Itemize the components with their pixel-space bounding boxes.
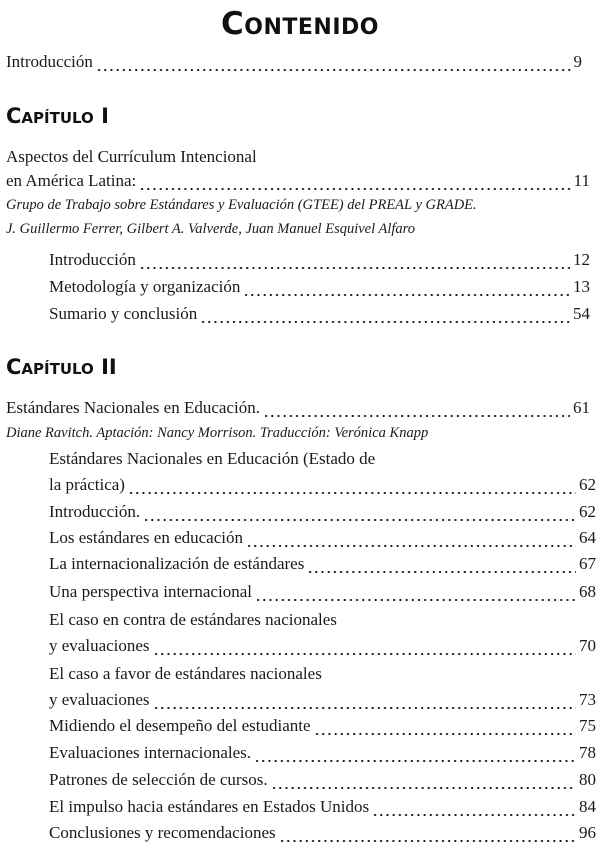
- toc-entry-label: Los estándares en educación: [49, 528, 243, 547]
- toc-entry-label: Estándares Nacionales en Educación.: [6, 398, 260, 417]
- dot-leader: [139, 169, 570, 193]
- page-title: Contenido: [221, 6, 379, 42]
- toc-entry-ch2-item-10: [49, 768, 596, 792]
- toc-entry-page: 13: [573, 277, 590, 296]
- toc-entry-ch2-item-7: [49, 688, 596, 712]
- toc-entry-chapter-2: [6, 396, 590, 420]
- toc-entry-ch2-item-9: [49, 741, 596, 765]
- toc-entry-intro: [6, 50, 582, 74]
- toc-entry-label: Introducción.: [49, 502, 141, 521]
- chapter-2-heading: Capítulo II: [6, 355, 117, 379]
- dot-leader: [139, 248, 570, 272]
- chapter-1-author-line1: Grupo de Trabajo sobre Estándares y Evaluación (GTEE) del PREAL y GRADE.: [6, 197, 477, 213]
- toc-entry-page: 68: [579, 582, 596, 601]
- toc-entry-label: en América Latina:: [6, 171, 137, 190]
- toc-entry-chapter-1: [6, 169, 590, 193]
- toc-entry-page: 62: [579, 475, 596, 494]
- toc-entry-label: y evaluaciones: [49, 690, 150, 709]
- dot-leader: [372, 795, 576, 819]
- toc-entry-ch2-item-6-line1: El caso en contra de estándares nacionales: [49, 610, 337, 629]
- toc-entry-page: 54: [573, 304, 590, 323]
- dot-leader: [153, 634, 576, 658]
- toc-entry-page: 96: [579, 823, 596, 842]
- dot-leader: [200, 302, 570, 326]
- toc-entry-ch2-item-12: [49, 821, 596, 845]
- dot-leader: [314, 714, 576, 738]
- dot-leader: [96, 50, 571, 74]
- dot-leader: [307, 552, 576, 576]
- toc-entry-label: Sumario y conclusión: [49, 304, 198, 323]
- toc-entry-page: 78: [579, 743, 596, 762]
- chapter-1-title-line1: Aspectos del Currículum Intencional: [6, 147, 257, 166]
- toc-entry-label: El impulso hacia estándares en Estados Unidos: [49, 797, 370, 816]
- toc-entry-ch2-item-2: [49, 500, 596, 524]
- toc-entry-ch2-item-5: [49, 580, 596, 604]
- toc-entry-label: Midiendo el desempeño del estudiante: [49, 716, 311, 735]
- toc-entry-page: 11: [573, 171, 590, 190]
- dot-leader: [153, 688, 576, 712]
- toc-entry-page: 62: [579, 502, 596, 521]
- chapter-1-author-line2: J. Guillermo Ferrer, Gilbert A. Valverde, Juan Manuel Esquivel Alfaro: [6, 221, 416, 237]
- toc-entry-page: 61: [573, 398, 590, 417]
- dot-leader: [128, 473, 576, 497]
- dot-leader: [279, 821, 576, 845]
- chapter-1-heading: Capítulo I: [6, 104, 109, 128]
- toc-entry-label: y evaluaciones: [49, 636, 150, 655]
- toc-entry-label: Introducción: [49, 250, 136, 269]
- toc-entry-page: 70: [579, 636, 596, 655]
- toc-entry-ch2-item-3: [49, 526, 596, 550]
- toc-entry-label: Metodología y organización: [49, 277, 241, 296]
- dot-leader: [263, 396, 570, 420]
- toc-entry-ch1-item-2: [49, 275, 590, 299]
- toc-entry-label: Introducción: [6, 52, 93, 71]
- toc-entry-ch2-item-6: [49, 634, 596, 658]
- toc-entry-page: 84: [579, 797, 596, 816]
- dot-leader: [271, 768, 576, 792]
- dot-leader: [255, 580, 576, 604]
- toc-entry-ch1-item-1: [49, 248, 590, 272]
- toc-entry-page: 73: [579, 690, 596, 709]
- toc-entry-page: 67: [579, 554, 596, 573]
- toc-entry-label: Una perspectiva internacional: [49, 582, 252, 601]
- toc-entry-ch2-item-1-line1: Estándares Nacionales en Educación (Estado de: [49, 449, 376, 468]
- toc-entry-label: la práctica): [49, 475, 125, 494]
- toc-entry-page: 12: [573, 250, 590, 269]
- toc-entry-ch2-item-4: [49, 552, 596, 576]
- toc-entry-label: Evaluaciones internacionales.: [49, 743, 252, 762]
- toc-entry-page: 80: [579, 770, 596, 789]
- toc-entry-ch1-item-3: [49, 302, 590, 326]
- toc-entry-label: La internacionalización de estándares: [49, 554, 305, 573]
- dot-leader: [143, 500, 576, 524]
- dot-leader: [254, 741, 576, 765]
- chapter-2-author: Diane Ravitch. Aptación: Nancy Morrison. Traducción: Verónica Knapp: [6, 425, 429, 441]
- toc-entry-ch2-item-8: [49, 714, 596, 738]
- toc-entry-page: 9: [573, 52, 582, 71]
- toc-entry-page: 64: [579, 528, 596, 547]
- toc-entry-label: Patrones de selección de cursos.: [49, 770, 268, 789]
- toc-entry-ch2-item-1: [49, 473, 596, 497]
- toc-entry-ch2-item-11: [49, 795, 596, 819]
- dot-leader: [246, 526, 576, 550]
- toc-entry-label: Conclusiones y recomendaciones: [49, 823, 276, 842]
- toc-entry-page: 75: [579, 716, 596, 735]
- dot-leader: [243, 275, 570, 299]
- toc-entry-ch2-item-7-line1: El caso a favor de estándares nacionales: [49, 664, 322, 683]
